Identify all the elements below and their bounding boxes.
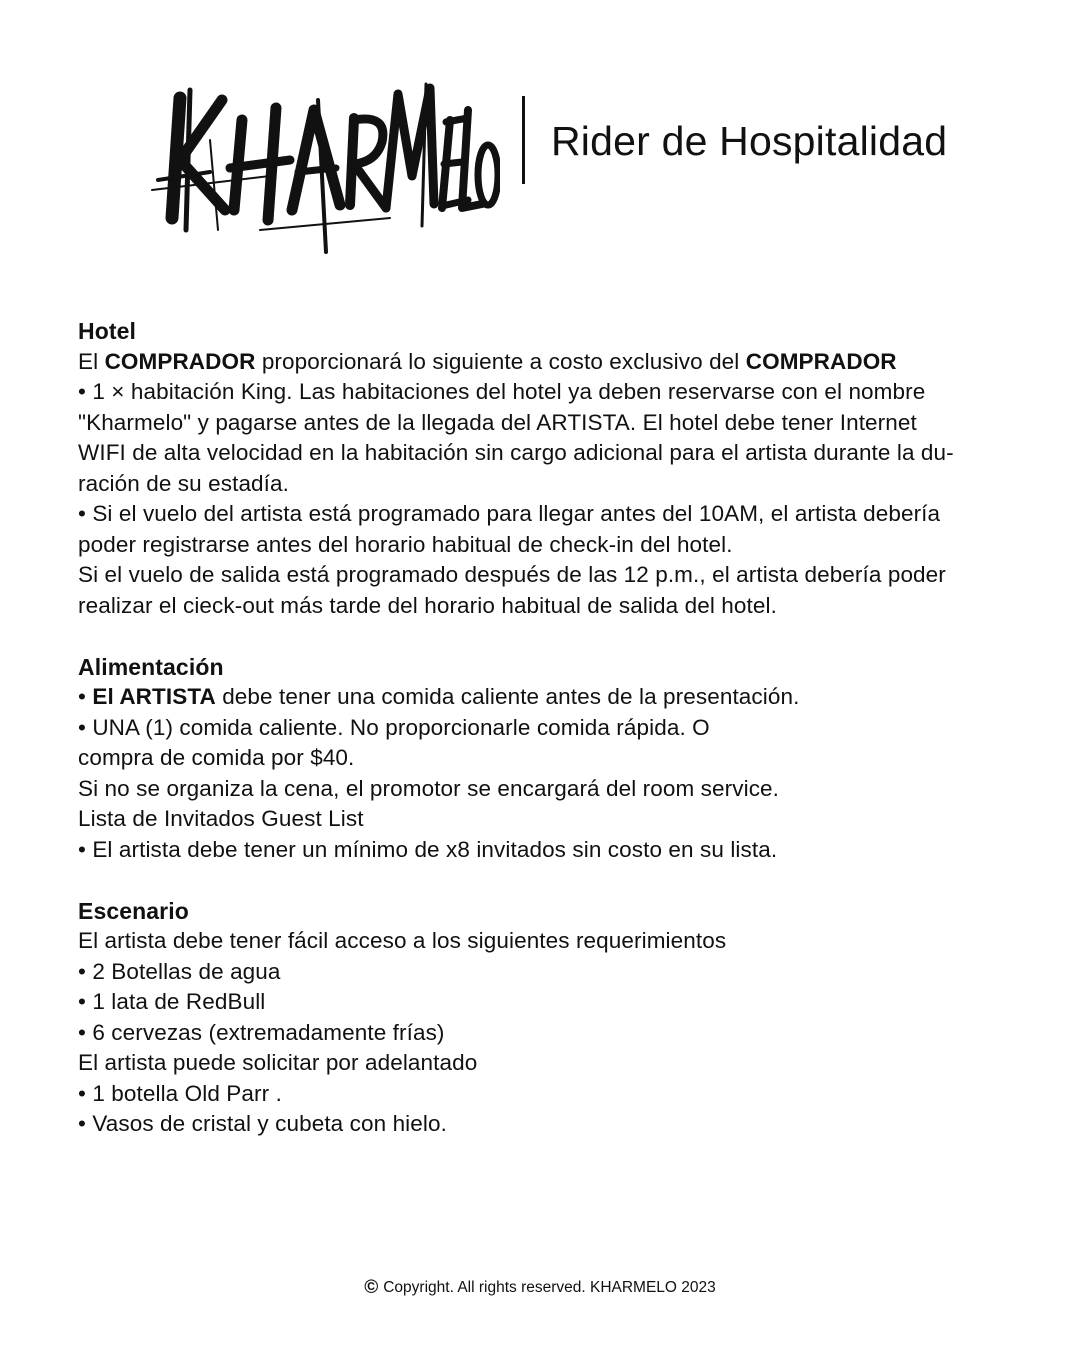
stage-intro: El artista debe tener fácil acceso a los siguientes requerimientos bbox=[78, 928, 727, 953]
stage-heading: Escenario bbox=[78, 897, 189, 924]
hotel-bullet-room-line: WIFI de alta velocidad en la habitación sin cargo adicional para el artista durante la du- bbox=[78, 440, 954, 465]
stage-section bbox=[78, 896, 1018, 1140]
kharmelo-logo bbox=[150, 80, 500, 255]
header bbox=[0, 0, 1080, 270]
list-item: • 6 cervezas (extremadamente frías) bbox=[78, 1019, 445, 1045]
page-title: Rider de Hospitalidad bbox=[551, 118, 948, 164]
food-bullet-one-meal-line: compra de comida por $40. bbox=[78, 745, 355, 770]
hotel-section bbox=[78, 316, 1018, 621]
list-item: • 2 Botellas de agua bbox=[78, 958, 281, 984]
rider-content bbox=[78, 316, 1018, 1140]
food-bullet-hot-meal: • El ARTISTA debe tener una comida caliente antes de la presentación. bbox=[78, 684, 800, 709]
list-item: • Vasos de cristal y cubeta con hielo. bbox=[78, 1111, 447, 1136]
list-item: • 1 lata de RedBull bbox=[78, 989, 266, 1014]
guest-list-heading: Lista de Invitados Guest List bbox=[78, 806, 364, 831]
hotel-bullet-checkin-line: poder registrarse antes del horario habitual de check-in del hotel. bbox=[78, 531, 733, 557]
list-item: • 1 botella Old Parr . bbox=[78, 1080, 282, 1106]
hotel-checkout-note-line: realizar el cieck-out más tarde del horario habitual de salida del hotel. bbox=[78, 592, 777, 618]
food-bullet-one-meal-line: • UNA (1) comida caliente. No proporcionarle comida rápida. O bbox=[78, 714, 710, 740]
food-room-service-note: Si no se organiza la cena, el promotor se encargará del room service. bbox=[78, 775, 780, 801]
hotel-heading: Hotel bbox=[78, 318, 136, 344]
hotel-bullet-room-line: ración de su estadía. bbox=[78, 470, 289, 496]
section-gap bbox=[78, 865, 1018, 896]
hotel-bullet-checkin-line: • Si el vuelo del artista está programado para llegar antes del 10AM, el artista debería bbox=[78, 501, 941, 526]
stage-advance-intro: El artista puede solicitar por adelantado bbox=[78, 1050, 478, 1075]
header-divider bbox=[522, 96, 525, 184]
copyright-icon: © bbox=[364, 1277, 379, 1298]
hotel-bullet-room-line: • 1 × habitación King. Las habitaciones del hotel ya deben reservarse con el nombre bbox=[78, 379, 926, 404]
hotel-intro: El COMPRADOR proporcionará lo siguiente a costo exclusivo del COMPRADOR bbox=[78, 348, 897, 374]
hotel-checkout-note-line: Si el vuelo de salida está programado después de las 12 p.m., el artista debería poder bbox=[78, 562, 946, 587]
guest-list-bullet: • El artista debe tener un mínimo de x8 invitados sin costo en su lista. bbox=[78, 836, 778, 862]
hotel-bullet-room-line: "Kharmelo" y pagarse antes de la llegada del ARTISTA. El hotel debe tener Internet bbox=[78, 409, 917, 435]
food-heading: Alimentación bbox=[78, 653, 224, 680]
footer bbox=[0, 1277, 1080, 1299]
copyright-text: Copyright. All rights reserved. KHARMELO 2023 bbox=[383, 1279, 716, 1296]
food-section bbox=[78, 652, 1018, 866]
section-gap bbox=[78, 621, 1018, 652]
